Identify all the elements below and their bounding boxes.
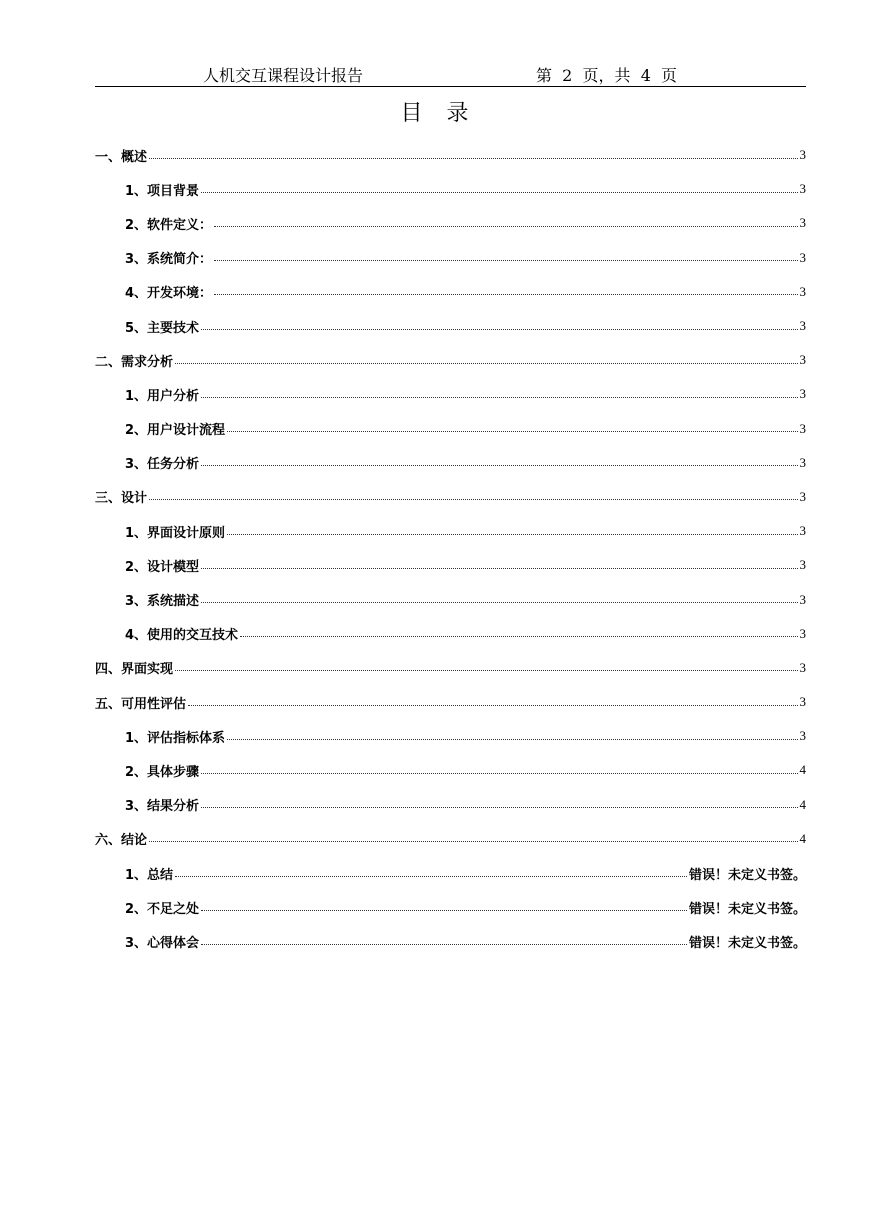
toc-entry-page: 3: [799, 283, 806, 299]
toc-entry-label: 2、用户设计流程: [125, 423, 226, 439]
toc-entry[interactable]: [95, 172, 806, 206]
toc-dot-leader: [175, 363, 797, 364]
toc-entry-page: 3: [799, 215, 806, 231]
toc-entry-label: 5、主要技术: [125, 320, 200, 336]
toc-entry-page: 3: [799, 625, 806, 641]
toc-entry-label: 4、使用的交互技术: [125, 628, 239, 644]
toc-entry-page: 3: [799, 523, 806, 539]
toc-entry-label: 1、总结: [125, 867, 174, 883]
toc-dot-leader: [149, 841, 797, 842]
toc-entry-page: 3: [799, 386, 806, 402]
toc-dot-leader: [214, 226, 797, 227]
toc-dot-leader: [149, 499, 797, 500]
toc-entry-page: 错误！未定义书签。: [688, 867, 806, 883]
toc-dot-leader: [175, 876, 687, 877]
toc-dot-leader: [201, 602, 797, 603]
toc-entry-page: 3: [799, 420, 806, 436]
toc-heading: 目录: [400, 101, 493, 126]
toc-dot-leader: [201, 807, 797, 808]
toc-dot-leader: [201, 397, 797, 398]
toc-entry-page: 3: [799, 249, 806, 265]
toc-entry-page: 3: [799, 352, 806, 368]
toc-dot-leader: [201, 773, 797, 774]
toc-dot-leader: [227, 431, 797, 432]
toc-entry-label: 2、软件定义：: [125, 217, 213, 233]
toc-entry[interactable]: [95, 788, 806, 822]
toc-entry-page: 错误！未定义书签。: [688, 935, 806, 951]
toc-entry-page: 3: [799, 728, 806, 744]
toc-entry-label: 3、系统描述: [125, 594, 200, 610]
toc-entry[interactable]: [95, 343, 806, 377]
page-header: [95, 58, 806, 87]
toc-entry-label: 2、设计模型: [125, 559, 200, 575]
toc-entry-page: 4: [799, 830, 806, 846]
toc-entry[interactable]: [95, 548, 806, 582]
toc-entry-page: 3: [799, 488, 806, 504]
toc-entry[interactable]: [95, 241, 806, 275]
toc-entry-page: 错误！未定义书签。: [688, 901, 806, 917]
toc-entry-label: 四、界面实现: [95, 662, 174, 678]
toc-entry[interactable]: [95, 514, 806, 548]
toc-entry[interactable]: [95, 309, 806, 343]
toc-dot-leader: [214, 260, 797, 261]
toc-entry-page: 3: [799, 694, 806, 710]
toc-entry[interactable]: [95, 206, 806, 240]
toc-entry[interactable]: [95, 275, 806, 309]
toc-entry-page: 3: [799, 318, 806, 334]
toc-dot-leader: [227, 534, 797, 535]
toc-entry[interactable]: [95, 924, 806, 958]
toc-entry[interactable]: [95, 822, 806, 856]
toc-entry-page: 3: [799, 557, 806, 573]
toc-dot-leader: [227, 739, 797, 740]
toc-entry-label: 1、项目背景: [125, 183, 200, 199]
header-title: 人机交互课程设计报告: [203, 66, 364, 85]
toc-entry-label: 五、可用性评估: [95, 696, 187, 712]
toc-entry-label: 三、设计: [95, 491, 148, 507]
toc-dot-leader: [149, 158, 797, 159]
toc-entry[interactable]: [95, 719, 806, 753]
toc-dot-leader: [201, 944, 687, 945]
toc-entry[interactable]: [95, 890, 806, 924]
toc-entry-label: 4、开发环境：: [125, 286, 213, 302]
toc-entry-label: 2、具体步骤: [125, 764, 200, 780]
toc-entry-label: 六、结论: [95, 833, 148, 849]
toc-entry[interactable]: [95, 651, 806, 685]
toc-entry[interactable]: [95, 412, 806, 446]
toc-entry[interactable]: [95, 446, 806, 480]
toc-dot-leader: [214, 294, 797, 295]
header-page-info: 第 2 页，共 4 页: [536, 66, 678, 85]
toc-entry-label: 3、系统简介：: [125, 252, 213, 268]
toc-entry-label: 3、任务分析: [125, 457, 200, 473]
toc-entry-label: 3、心得体会: [125, 935, 200, 951]
toc-entry[interactable]: [95, 138, 806, 172]
toc-entry-label: 一、概述: [95, 149, 148, 165]
toc-entry[interactable]: [95, 617, 806, 651]
toc-entry[interactable]: [95, 377, 806, 411]
toc-entry-page: 3: [799, 659, 806, 675]
toc-entry-page: 3: [799, 454, 806, 470]
toc-entry[interactable]: [95, 856, 806, 890]
toc-entry-label: 2、不足之处: [125, 901, 200, 917]
toc-entry[interactable]: [95, 685, 806, 719]
toc-entry-label: 1、用户分析: [125, 388, 200, 404]
toc-entry[interactable]: [95, 480, 806, 514]
toc-dot-leader: [201, 568, 797, 569]
toc-entry-page: 4: [799, 796, 806, 812]
toc-entry-page: 3: [799, 591, 806, 607]
toc-dot-leader: [240, 636, 797, 637]
toc-entry-label: 3、结果分析: [125, 799, 200, 815]
toc-dot-leader: [188, 705, 797, 706]
toc-entry-page: 3: [799, 147, 806, 163]
toc-dot-leader: [201, 192, 797, 193]
toc-entry-label: 1、评估指标体系: [125, 730, 226, 746]
toc-entry-page: 3: [799, 181, 806, 197]
toc-entry-label: 1、界面设计原则: [125, 525, 226, 541]
table-of-contents: [95, 138, 806, 959]
toc-entry[interactable]: [95, 753, 806, 787]
toc-dot-leader: [175, 670, 797, 671]
toc-dot-leader: [201, 910, 687, 911]
toc-dot-leader: [201, 329, 797, 330]
toc-entry-page: 4: [799, 762, 806, 778]
toc-entry-label: 二、需求分析: [95, 354, 174, 370]
toc-entry[interactable]: [95, 582, 806, 616]
toc-dot-leader: [201, 465, 797, 466]
